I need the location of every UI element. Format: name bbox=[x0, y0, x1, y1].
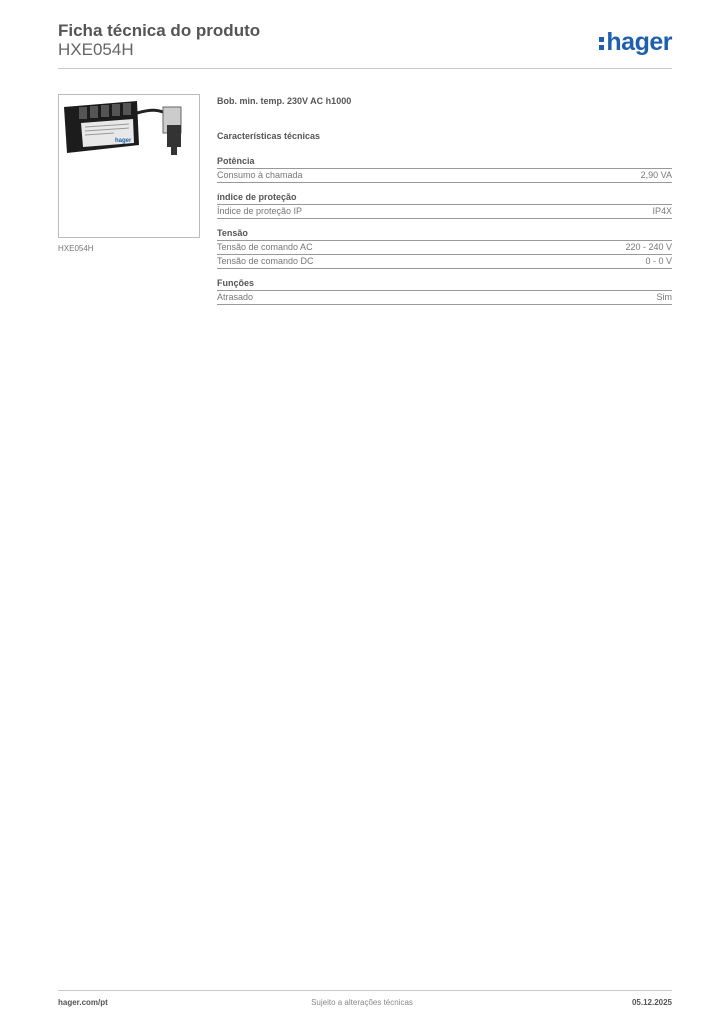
product-illustration bbox=[59, 95, 199, 237]
spec-value: IP4X bbox=[652, 206, 672, 216]
spec-label: Índice de proteção IP bbox=[217, 206, 303, 216]
product-image bbox=[58, 94, 200, 238]
product-name: Bob. min. temp. 230V AC h1000 bbox=[217, 96, 352, 106]
spec-value: 0 - 0 V bbox=[645, 256, 672, 266]
specs-section-title: Características técnicas bbox=[217, 131, 321, 141]
spec-value: 2,90 VA bbox=[640, 170, 672, 180]
footer-divider bbox=[58, 990, 672, 991]
spec-group-power bbox=[217, 156, 672, 183]
hager-logo[interactable] bbox=[599, 28, 672, 57]
spec-group-title: Tensão bbox=[217, 228, 672, 241]
spec-label: Atrasado bbox=[217, 292, 254, 302]
spec-group-protection bbox=[217, 192, 672, 219]
spec-group-title: índice de proteção bbox=[217, 192, 672, 205]
footer-website-link[interactable]: hager.com/pt bbox=[58, 998, 108, 1007]
logo-text: hager bbox=[606, 28, 672, 56]
spec-group-voltage bbox=[217, 228, 672, 269]
spec-group-functions bbox=[217, 278, 672, 305]
product-specs bbox=[217, 96, 672, 314]
spec-label: Tensão de comando DC bbox=[217, 256, 314, 266]
spec-row bbox=[217, 291, 672, 305]
spec-value: 220 - 240 V bbox=[625, 242, 672, 252]
header-divider bbox=[58, 68, 672, 69]
spec-row bbox=[217, 205, 672, 219]
product-reference: HXE054H bbox=[58, 40, 134, 59]
spec-group-title: Potência bbox=[217, 156, 672, 169]
spec-label: Tensão de comando AC bbox=[217, 242, 313, 252]
image-caption: HXE054H bbox=[58, 244, 94, 253]
spec-value: Sim bbox=[656, 292, 672, 302]
spec-row bbox=[217, 255, 672, 269]
footer-date: 05.12.2025 bbox=[631, 998, 672, 1007]
spec-row bbox=[217, 241, 672, 255]
spec-group-title: Funções bbox=[217, 278, 672, 291]
logo-colon-icon bbox=[599, 34, 604, 51]
spec-row bbox=[217, 169, 672, 183]
page-title: Ficha técnica do produto bbox=[58, 21, 261, 40]
product-label-brand: hager bbox=[115, 138, 132, 144]
footer-notice: Sujeito a alterações técnicas bbox=[311, 998, 413, 1007]
spec-label: Consumo à chamada bbox=[217, 170, 303, 180]
